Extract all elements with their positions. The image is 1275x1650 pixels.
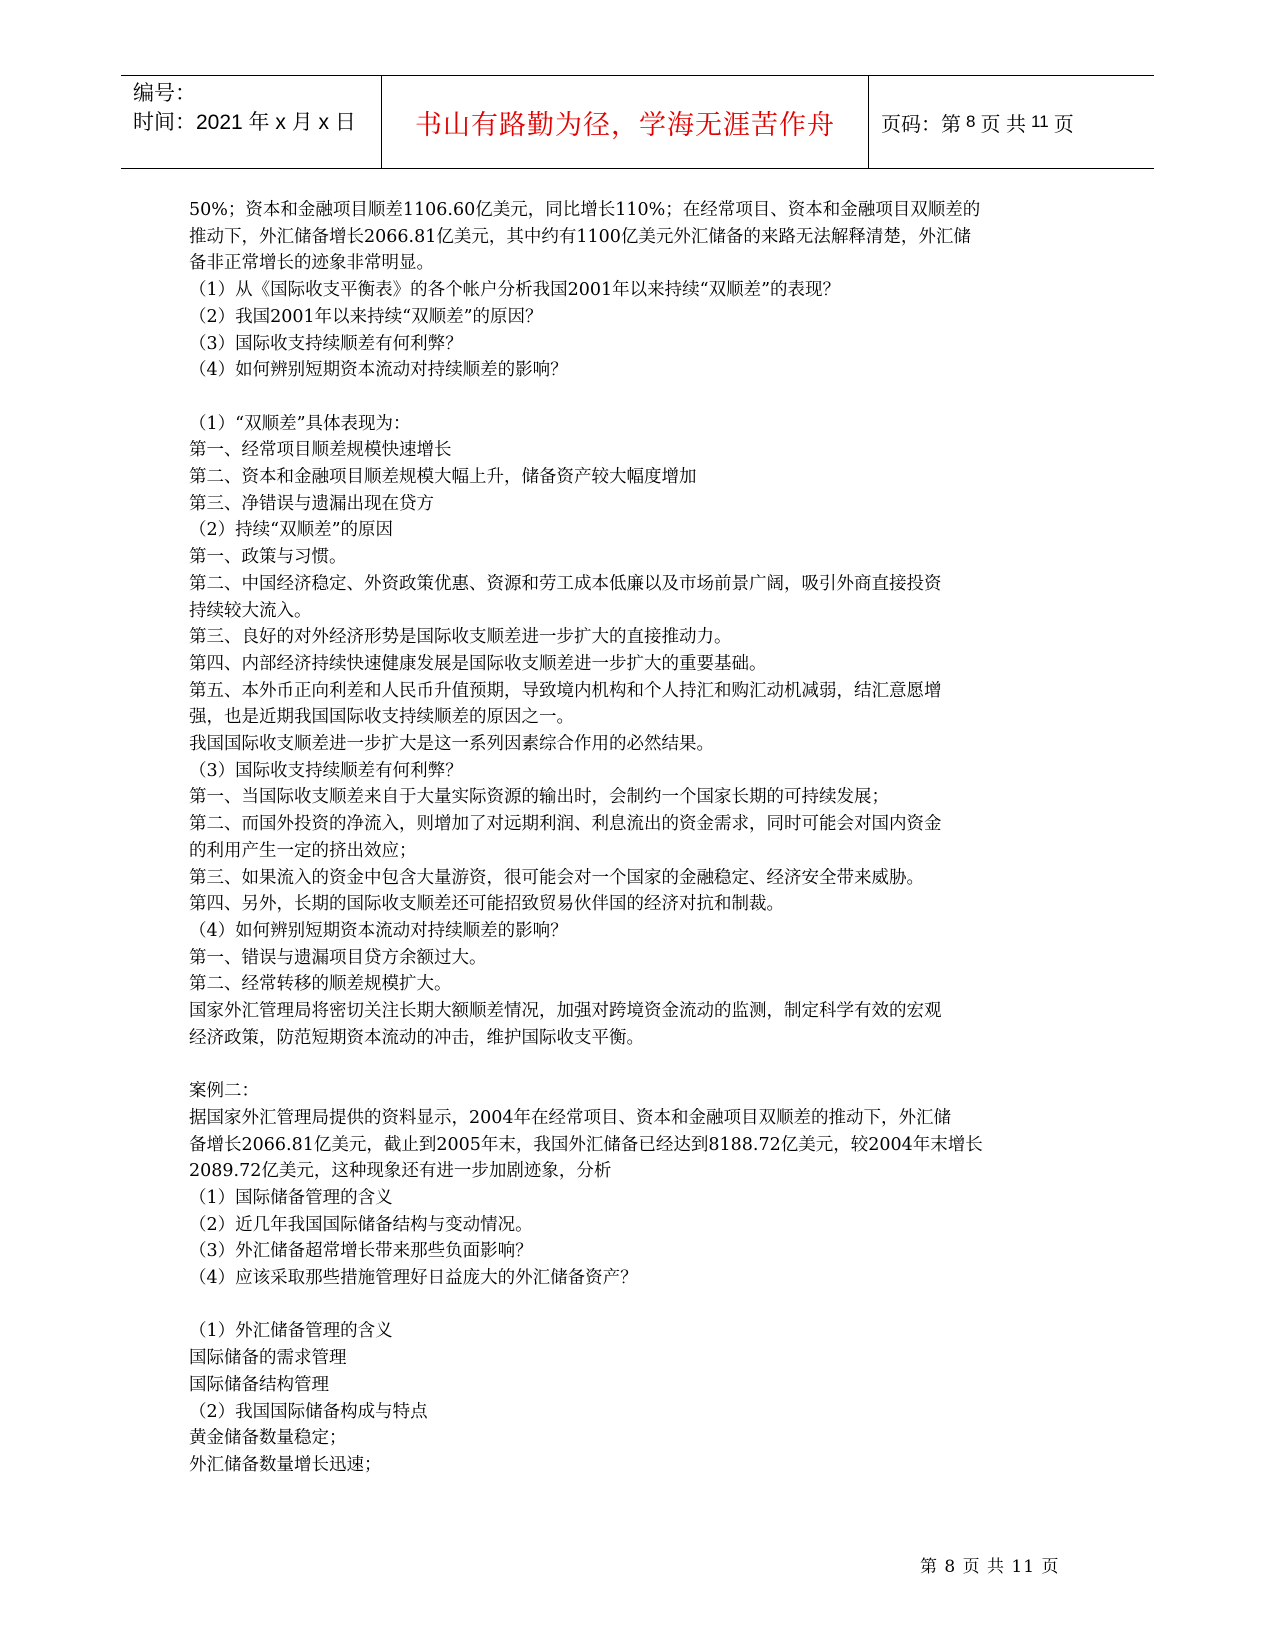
text-line: 备非正常增长的迹象非常明显。 — [189, 253, 434, 274]
text-line: （3）国际收支持续顺差有何利弊？ — [189, 760, 463, 781]
text-line: 的利用产生一定的挤出效应； — [189, 840, 417, 861]
serial-label: 编号： — [133, 82, 196, 105]
text-line: 第五、本外币正向利差和人民币升值预期，导致境内机构和个人持汇和购汇动机减弱，结汇意愿增 — [189, 680, 942, 701]
text-line: 第三、如果流入的资金中包含大量游资，很可能会对一个国家的金融稳定、经济安全带来威胁。 — [189, 867, 924, 888]
text-line: 第一、政策与习惯。 — [189, 547, 347, 568]
text-line: 2089.72亿美元，这种现象还有进一步加剧迹象，分析 — [189, 1161, 612, 1182]
text-line: （4）如何辨别短期资本流动对持续顺差的影响？ — [189, 360, 568, 381]
page-mid: 页 共 — [980, 113, 1027, 136]
text-line: 国际储备结构管理 — [189, 1374, 329, 1395]
page-current: 8 — [966, 112, 976, 131]
header-left-cell — [121, 76, 382, 168]
text-line: （1）外汇储备管理的含义 — [189, 1321, 393, 1342]
text-line: （2）持续“双顺差”的原因 — [189, 520, 394, 541]
text-line: （2）近几年我国国际储备结构与变动情况。 — [189, 1214, 533, 1235]
page-suffix: 页 — [1053, 113, 1074, 136]
text-line: 50%；资本和金融项目顺差1106.60亿美元，同比增长110%；在经常项目、资本和金融项目双顺差的 — [189, 200, 981, 220]
blank-line — [189, 384, 1099, 411]
text-line: 第四、内部经济持续快速健康发展是国际收支顺差进一步扩大的重要基础。 — [189, 653, 767, 674]
text-line: 第一、错误与遗漏项目贷方余额过大。 — [189, 947, 487, 968]
text-line: （3）外汇储备超常增长带来那些负面影响？ — [189, 1241, 533, 1262]
text-line: 备增长2066.81亿美元，截止到2005年末，我国外汇储备已经达到8188.72亿美元，较2004年末增长 — [189, 1134, 983, 1155]
text-line: 据国家外汇管理局提供的资料显示，2004年在经常项目、资本和金融项目双顺差的推动下，外汇储 — [189, 1107, 952, 1128]
text-line: 我国国际收支顺差进一步扩大是这一系列因素综合作用的必然结果。 — [189, 734, 714, 755]
text-line: 第三、良好的对外经济形势是国际收支顺差进一步扩大的直接推动力。 — [189, 627, 732, 648]
text-line: 国家外汇管理局将密切关注长期大额顺差情况，加强对跨境资金流动的监测，制定科学有效的宏观 — [189, 1001, 942, 1022]
text-line: 黄金储备数量稳定； — [189, 1428, 347, 1449]
text-line: （2）我国国际储备构成与特点 — [189, 1401, 428, 1422]
text-line: 案例二： — [189, 1081, 259, 1102]
text-line: （1）从《国际收支平衡表》的各个帐户分析我国2001年以来持续“双顺差”的表现？ — [189, 280, 841, 301]
header-page-number — [869, 76, 1154, 168]
text-line: 外汇储备数量增长迅速； — [189, 1455, 382, 1475]
header-motto: 书山有路勤为径，学海无涯苦作舟 — [382, 76, 869, 168]
text-line: 第二、中国经济稳定、外资政策优惠、资源和劳工成本低廉以及市场前景广阔，吸引外商直接投资 — [189, 573, 942, 594]
text-line: （1）国际储备管理的含义 — [189, 1187, 393, 1208]
text-line: 国际储备的需求管理 — [189, 1348, 347, 1369]
text-line: 经济政策，防范短期资本流动的冲击，维护国际收支平衡。 — [189, 1027, 644, 1048]
document-body — [189, 197, 1099, 1479]
text-line: （1）“双顺差”具体表现为： — [189, 413, 411, 434]
blank-line — [189, 1051, 1099, 1078]
text-line: 第四、另外，长期的国际收支顺差还可能招致贸易伙伴国的经济对抗和制裁。 — [189, 894, 784, 915]
text-line: 第二、资本和金融项目顺差规模大幅上升，储备资产较大幅度增加 — [189, 467, 697, 488]
text-line: 推动下，外汇储备增长2066.81亿美元，其中约有1100亿美元外汇储备的来路无法解释清楚，外汇储 — [189, 226, 971, 247]
text-line: 第一、当国际收支顺差来自于大量实际资源的输出时，会制约一个国家长期的可持续发展； — [189, 787, 889, 808]
text-line: 持续较大流入。 — [189, 600, 312, 621]
text-line: 第二、经常转移的顺差规模扩大。 — [189, 974, 452, 995]
header-table — [121, 75, 1154, 169]
blank-line — [189, 1292, 1099, 1319]
text-line: （3）国际收支持续顺差有何利弊？ — [189, 333, 463, 354]
page-total: 11 — [1031, 112, 1049, 131]
text-line: 强，也是近期我国国际收支持续顺差的原因之一。 — [189, 707, 574, 728]
text-line: （4）应该采取那些措施管理好日益庞大的外汇储备资产？ — [189, 1268, 638, 1289]
text-line: （4）如何辨别短期资本流动对持续顺差的影响？ — [189, 920, 568, 941]
page-prefix: 页码：第 — [881, 113, 961, 136]
text-line: 第二、而国外投资的净流入，则增加了对远期利润、利息流出的资金需求，同时可能会对国内资金 — [189, 814, 942, 835]
text-line: 第一、经常项目顺差规模快速增长 — [189, 440, 452, 461]
time-label: 时间：2021 年 x 月 x 日 — [133, 111, 356, 134]
text-line: （2）我国2001年以来持续“双顺差”的原因？ — [189, 306, 543, 327]
footer-page-number: 第 8 页 共 11 页 — [920, 1557, 1060, 1577]
text-line: 第三、净错误与遗漏出现在贷方 — [189, 493, 434, 514]
